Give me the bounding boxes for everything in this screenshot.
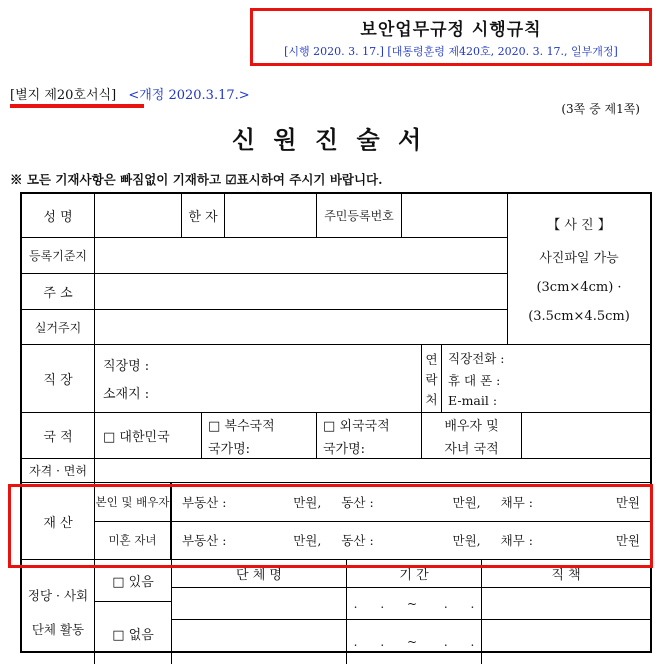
work-phone-label: 직장전화 : <box>448 351 505 366</box>
identity-left <box>22 194 507 344</box>
name-row <box>22 194 507 238</box>
workplace-name-label: 직장명 : <box>103 358 150 374</box>
org-period-input-cell[interactable]: . . ~ . . <box>347 588 482 619</box>
spouse-nationality-input-cell[interactable] <box>522 413 650 458</box>
organization-label <box>22 560 95 664</box>
org-period-header: 기 간 <box>347 560 482 587</box>
workplace-input-cell[interactable] <box>95 345 422 412</box>
assets-body <box>95 483 650 559</box>
address-input-cell[interactable] <box>95 274 507 309</box>
dual-option-label: □ 복수국적 <box>208 418 275 434</box>
organization-no-checkbox[interactable]: □ 없음 <box>112 627 154 643</box>
domicile-input-cell[interactable] <box>95 238 507 273</box>
realty-label: 부동산 : <box>182 494 227 510</box>
contact-label <box>422 345 442 412</box>
fill-notice: ※ 모든 기재사항은 빠짐없이 기재하고 ☑표시하여 주시기 바랍니다. <box>10 172 383 187</box>
nationality-korea-checkbox[interactable]: □ 대한민국 <box>95 413 202 458</box>
debt-unit: 만원 <box>615 494 640 510</box>
photo-size-1: (3cm×4cm) · <box>536 280 622 295</box>
organization-label-line2: 단체 활동 <box>31 622 85 637</box>
org-name-input-cell[interactable] <box>172 588 347 619</box>
form-ref: [별지 제20호서식] <box>10 88 117 103</box>
organization-checkboxes <box>95 560 172 664</box>
workplace-row <box>22 345 650 413</box>
address-row <box>22 274 507 310</box>
assets-row-self-spouse <box>95 483 650 522</box>
organization-label-line1: 정당 · 사회 <box>27 588 89 603</box>
assets-who-self-spouse: 본인 및 배우자 <box>95 483 172 521</box>
assets-label: 재 산 <box>22 483 95 559</box>
org-position-input-cell[interactable] <box>482 620 650 664</box>
realty-segment <box>172 531 331 549</box>
nationality-dual-checkbox[interactable] <box>202 413 317 458</box>
movables-unit: 만원, <box>452 494 481 510</box>
form-ref-line <box>10 84 250 103</box>
contact-char-1: 연 <box>425 351 438 367</box>
photo-size-2: (3.5cm×4.5cm) <box>528 309 630 324</box>
license-input-cell[interactable] <box>95 459 650 482</box>
domicile-label: 등록기준지 <box>22 238 95 273</box>
org-position-header: 직 책 <box>551 568 581 583</box>
assets-who-children: 미혼 자녀 <box>95 522 172 560</box>
name-input-cell[interactable] <box>95 194 182 237</box>
debt-label: 채무 : <box>500 533 533 549</box>
contact-input-cell[interactable] <box>442 345 650 412</box>
revision-note: <개정 2020.3.17.> <box>128 88 250 103</box>
org-position-input-cell[interactable] <box>482 588 650 619</box>
foreign-country-label: 국가명: <box>323 441 366 457</box>
nationality-foreign-checkbox[interactable] <box>317 413 422 458</box>
nationality-label: 국 적 <box>22 413 95 458</box>
realty-unit: 만원, <box>293 494 322 510</box>
form-title: 신 원 진 술 서 <box>231 125 427 154</box>
organization-yes-checkbox[interactable]: □ 있음 <box>95 560 171 602</box>
residence-row <box>22 310 507 344</box>
page-indicator: (3쪽 중 제1쪽) <box>561 102 640 116</box>
organization-data-row-1 <box>172 588 650 620</box>
org-period-input-cell[interactable]: . . ~ . . <box>347 620 482 664</box>
resident-no-input-cell[interactable] <box>402 194 507 237</box>
spouse-nationality-label <box>422 413 522 458</box>
org-name-input-cell[interactable] <box>172 620 347 664</box>
form-table <box>20 192 652 653</box>
address-label: 주 소 <box>22 274 95 309</box>
photo-box <box>507 194 650 344</box>
assets-row-children <box>95 522 650 560</box>
law-subtitle: [시행 2020. 3. 17.] [대통령훈령 제420호, 2020. 3. 17., 일부개정] <box>284 45 618 58</box>
dual-country-label: 국가명: <box>208 441 251 457</box>
movables-segment <box>331 493 490 511</box>
hanja-label: 한 자 <box>182 194 225 237</box>
license-row <box>22 459 650 483</box>
spouse-label-line2: 자녀 국적 <box>444 441 499 457</box>
movables-label: 동산 : <box>341 494 374 510</box>
workplace-location-label: 소재지 : <box>103 387 150 403</box>
residence-label: 실거주지 <box>22 310 95 344</box>
realty-label: 부동산 : <box>182 533 227 549</box>
debt-segment <box>491 531 650 549</box>
red-underline <box>10 104 144 108</box>
debt-label: 채무 : <box>500 494 533 510</box>
organization-table <box>172 560 650 664</box>
debt-unit: 만원 <box>615 533 640 549</box>
organization-data-row-2 <box>172 620 650 664</box>
contact-char-2: 락 <box>425 371 438 387</box>
org-name-header: 단 체 명 <box>172 560 347 587</box>
photo-note: 사진파일 가능 <box>539 251 619 266</box>
email-label: E-mail : <box>448 393 498 408</box>
debt-segment <box>491 493 650 511</box>
residence-input-cell[interactable] <box>95 310 507 344</box>
license-label: 자격 · 면허 <box>22 459 95 482</box>
movables-label: 동산 : <box>341 533 374 549</box>
resident-no-label: 주민등록번호 <box>317 194 402 237</box>
identity-section <box>22 194 650 345</box>
movables-unit: 만원, <box>452 533 481 549</box>
assets-section <box>22 483 650 560</box>
law-title: 보안업무규정 시행규칙 <box>360 20 542 40</box>
assets-values-children[interactable] <box>172 522 650 560</box>
name-label: 성 명 <box>22 194 95 237</box>
domicile-row <box>22 238 507 274</box>
nationality-row <box>22 413 650 459</box>
workplace-label: 직 장 <box>22 345 95 412</box>
assets-values-self-spouse[interactable] <box>172 483 650 521</box>
mobile-label: 휴 대 폰 : <box>448 373 501 388</box>
movables-segment <box>331 531 490 549</box>
organization-header-row <box>172 560 650 588</box>
contact-char-3: 처 <box>425 391 438 407</box>
foreign-option-label: □ 외국국적 <box>323 418 390 434</box>
organization-section <box>22 560 650 664</box>
spouse-label-line1: 배우자 및 <box>444 418 499 434</box>
law-reference-box <box>250 8 652 66</box>
realty-segment <box>172 493 331 511</box>
photo-title: 【 사 진 】 <box>547 218 611 233</box>
realty-unit: 만원, <box>293 533 322 549</box>
hanja-input-cell[interactable] <box>225 194 317 237</box>
